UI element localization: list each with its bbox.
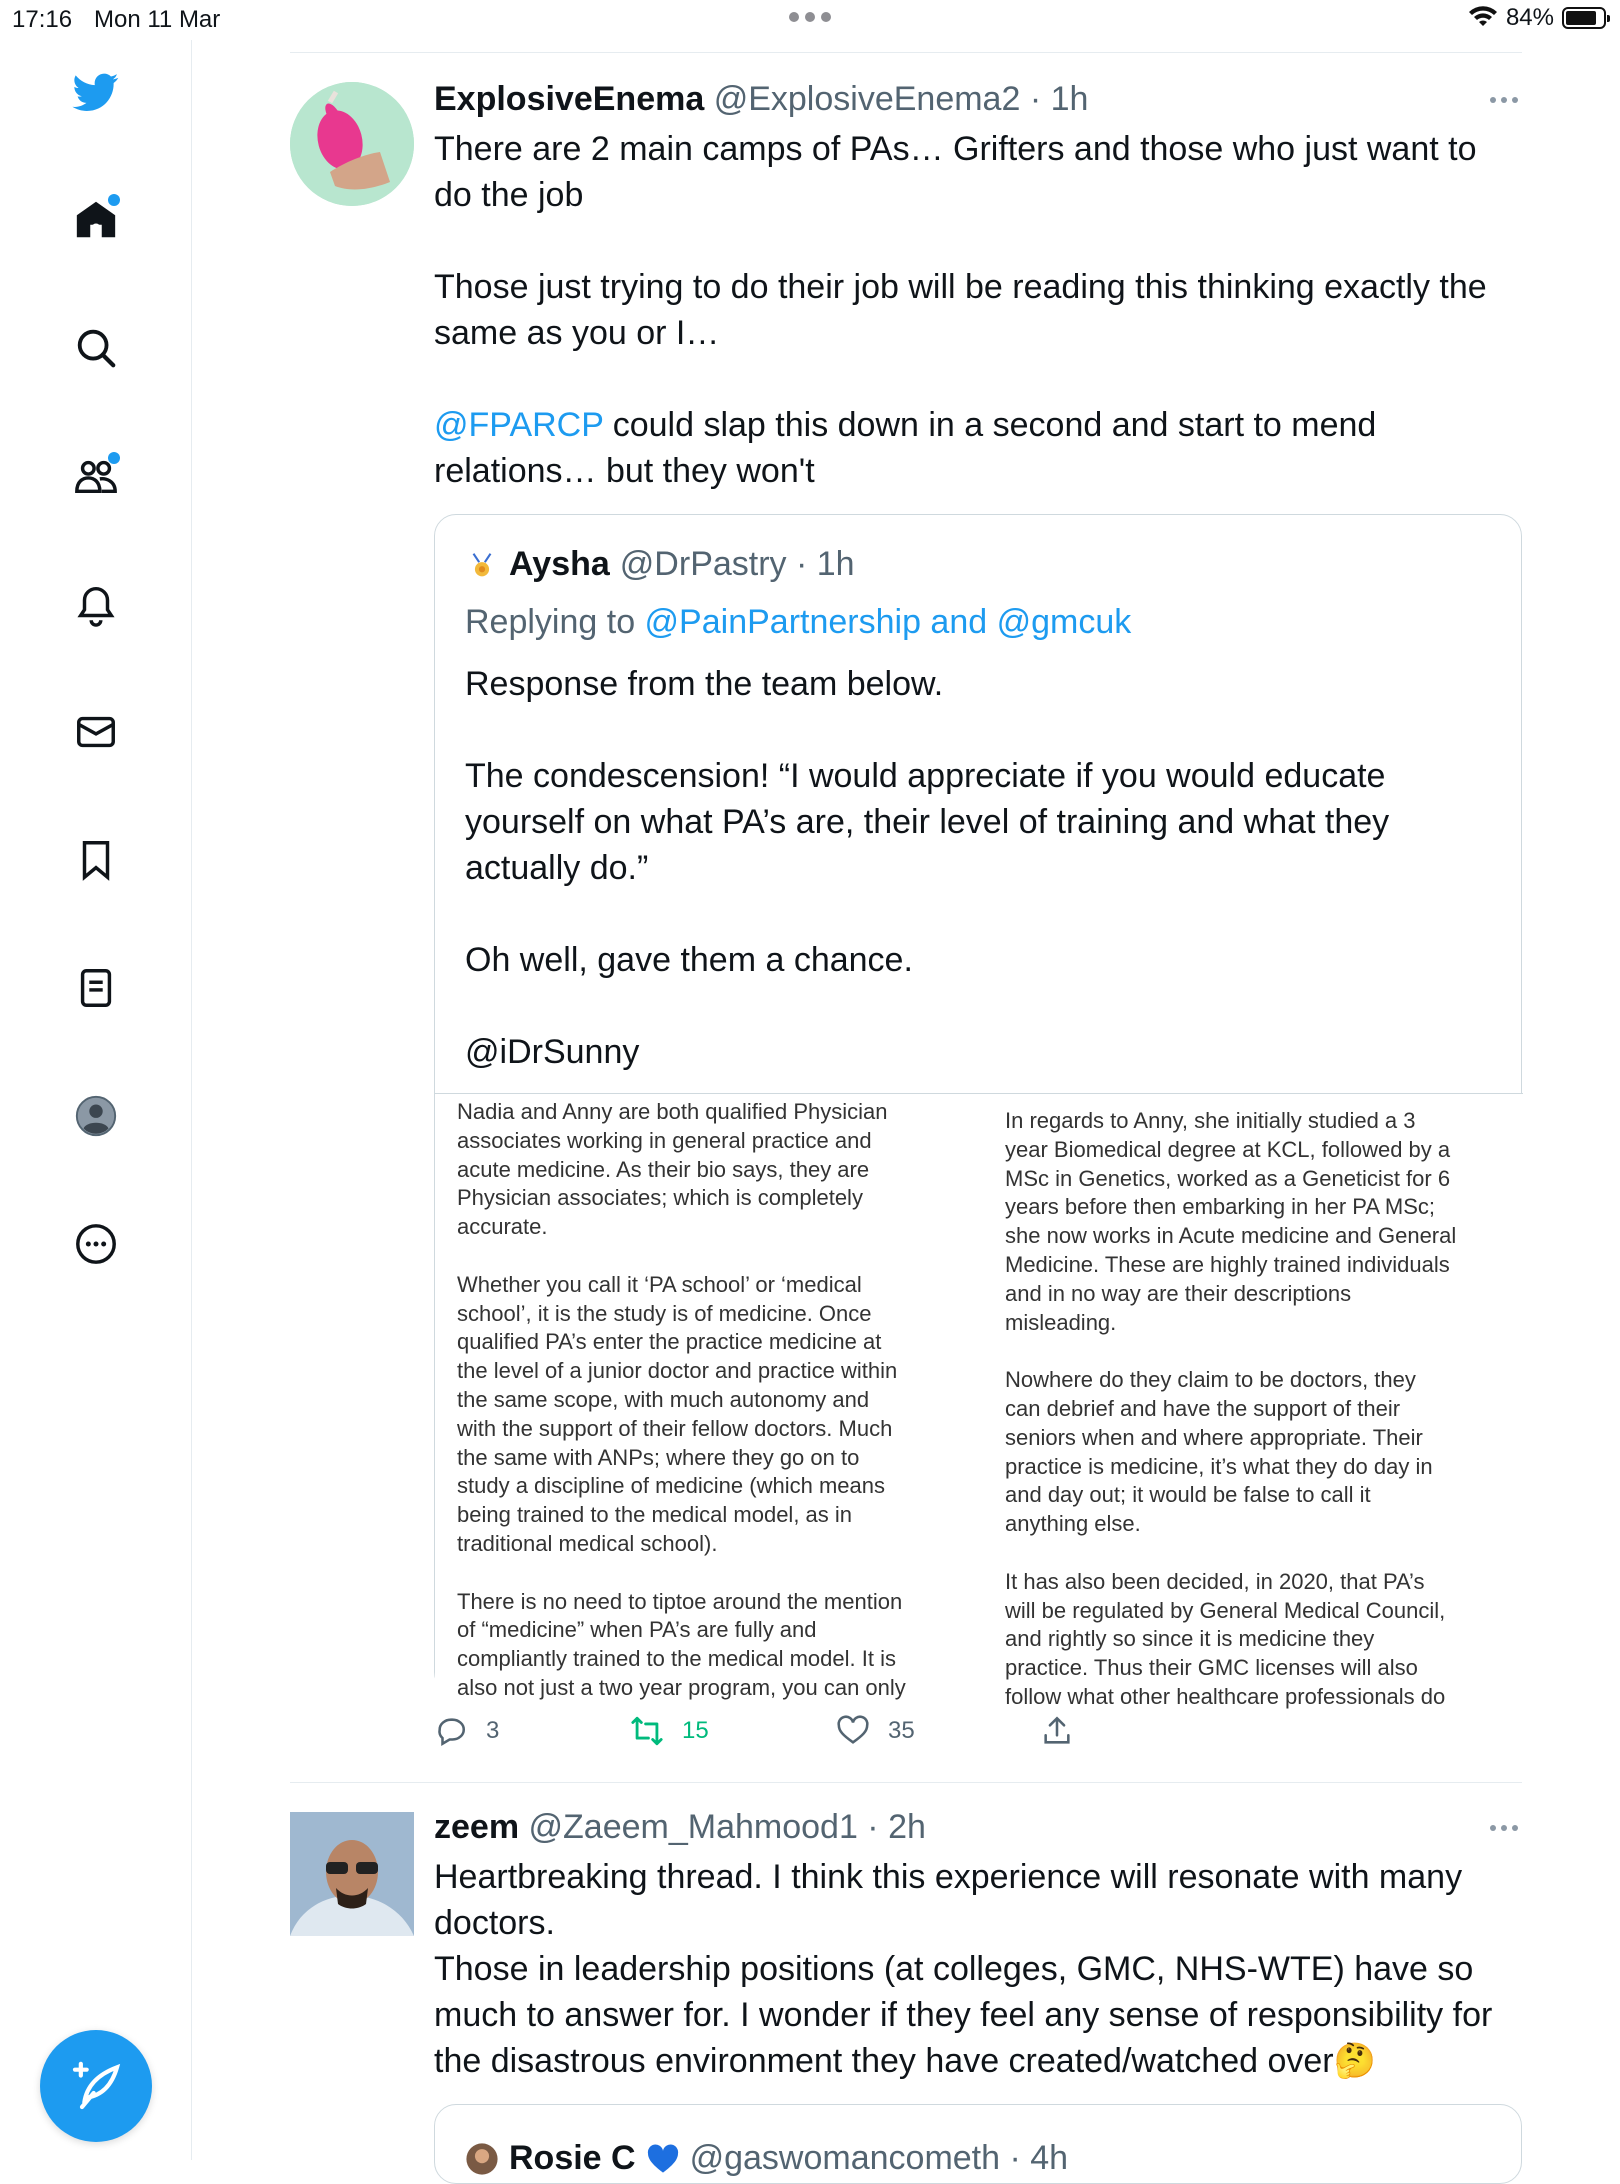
- tweet-line: relations… but they won't: [434, 452, 815, 490]
- image-line: anything else.: [1005, 1511, 1141, 1537]
- share-button[interactable]: [1040, 1714, 1074, 1748]
- replying-to: [465, 603, 1131, 642]
- tweet-body: [434, 126, 1524, 494]
- quoted-avatar: [465, 548, 499, 582]
- tweet-line: much to answer for. I wonder if they feel any sense of responsibility for: [434, 1996, 1493, 2034]
- author-handle-time[interactable]: @ExplosiveEnema2 · 1h: [713, 80, 1089, 118]
- retweet-icon: [630, 1714, 664, 1748]
- image-text-left: [457, 1098, 977, 1703]
- image-line: of “medicine” when PA’s are fully and: [457, 1617, 817, 1643]
- home-icon[interactable]: [70, 194, 122, 246]
- image-line: There is no need to tiptoe around the mention: [457, 1588, 903, 1614]
- image-line: Nadia and Anny are both qualified Physician: [457, 1099, 888, 1124]
- notifications-bell-icon[interactable]: [70, 578, 122, 630]
- replying-prefix: Replying to: [465, 603, 645, 641]
- tweet-line: doctors.: [434, 1904, 555, 1942]
- image-line: school’, it is the study is of medicine. Once: [457, 1300, 872, 1326]
- quoted-author-handle-time: @gaswomancometh · 4h: [689, 2139, 1069, 2177]
- tweet-line: do the job: [434, 176, 584, 214]
- quoted-author-name: Rosie C: [509, 2139, 636, 2177]
- sidebar-nav: [0, 40, 192, 2160]
- status-time: 17:16: [12, 6, 73, 33]
- image-line: and rightly so since it is medicine they: [1005, 1626, 1375, 1652]
- attached-image[interactable]: [435, 1093, 1523, 1709]
- communities-icon[interactable]: [70, 450, 122, 502]
- image-line: In regards to Anny, she initially studied a 3: [1005, 1108, 1416, 1133]
- author-handle-time[interactable]: @Zaeem_Mahmood1 · 2h: [528, 1808, 926, 1846]
- reply-icon: [434, 1714, 468, 1748]
- share-icon: [1040, 1714, 1074, 1748]
- image-line: the same with ANPs; where they go on to: [457, 1444, 860, 1470]
- image-line: she now works in Acute medicine and General: [1005, 1223, 1457, 1249]
- quoted-tweet-body: [465, 661, 1495, 1075]
- thinking-face-emoji: 🤔: [1333, 2042, 1376, 2080]
- tweet-line: Those just trying to do their job will be reading this thinking exactly the: [434, 268, 1487, 306]
- retweet-count: 15: [682, 1717, 709, 1744]
- image-line: compliantly trained to the medical model. It is: [457, 1646, 896, 1672]
- image-line: traditional medical school).: [457, 1530, 718, 1556]
- reply-count: 3: [486, 1717, 500, 1744]
- quoted-tweet[interactable]: [434, 2104, 1522, 2184]
- compose-feather-icon: [68, 2058, 124, 2114]
- quoted-line: actually do.”: [465, 849, 649, 887]
- image-line: with the support of their fellow doctors. Much: [457, 1415, 893, 1441]
- author-name[interactable]: ExplosiveEnema: [434, 80, 705, 118]
- image-line: and day out; it would be false to call it: [1005, 1482, 1371, 1508]
- timeline-divider: [290, 1782, 1522, 1783]
- messages-envelope-icon[interactable]: [70, 706, 122, 758]
- twitter-logo-icon[interactable]: [70, 66, 122, 118]
- quoted-line: Oh well, gave them a chance.: [465, 941, 913, 979]
- image-line: can debrief and have the support of their: [1005, 1395, 1401, 1421]
- status-date: Mon 11 Mar: [94, 6, 221, 33]
- author-name[interactable]: zeem: [434, 1808, 520, 1846]
- tweet-line: could slap this down in a second and start to mend: [603, 406, 1377, 444]
- timeline-divider: [290, 52, 1522, 53]
- tweet-line: the disastrous environment they have created/watched over: [434, 2042, 1334, 2080]
- like-count: 35: [888, 1717, 915, 1744]
- multitasking-dots-icon[interactable]: [789, 12, 831, 22]
- status-bar: [0, 0, 1620, 40]
- wifi-icon: [1468, 6, 1498, 30]
- bookmarks-icon[interactable]: [70, 834, 122, 886]
- image-line: follow what other healthcare professionals do: [1005, 1683, 1446, 1709]
- image-line: misleading.: [1005, 1309, 1117, 1335]
- quoted-line: The condescension! “I would appreciate if you would educate: [465, 757, 1386, 795]
- lists-icon[interactable]: [70, 962, 122, 1014]
- quoted-author-handle-time: @DrPastry · 1h: [619, 545, 855, 583]
- search-icon[interactable]: [70, 322, 122, 374]
- retweet-button[interactable]: [630, 1714, 709, 1748]
- tweet-line: There are 2 main camps of PAs… Grifters and those who just want to: [434, 130, 1477, 168]
- image-line: Nowhere do they claim to be doctors, they: [1005, 1367, 1416, 1393]
- image-line: Physician associates; which is completely: [457, 1185, 863, 1211]
- avatar[interactable]: [290, 1812, 414, 1936]
- like-button[interactable]: [836, 1714, 915, 1748]
- quoted-author-name: Aysha: [509, 545, 610, 583]
- image-line: also not just a two year program, you can only: [457, 1674, 906, 1700]
- quoted-avatar: [465, 2142, 499, 2176]
- image-line: and in no way are their descriptions: [1005, 1280, 1352, 1306]
- image-line: years before then embarking in her PA MSc;: [1005, 1194, 1436, 1220]
- battery-icon: [1562, 7, 1606, 29]
- replying-to-users-link[interactable]: @PainPartnership and @gmcuk: [644, 603, 1132, 641]
- tweet-line: same as you or I…: [434, 314, 720, 352]
- image-line: will be regulated by General Medical Council,: [1005, 1597, 1446, 1623]
- tweet-body: [434, 1854, 1524, 2084]
- tweet-line: Heartbreaking thread. I think this experience will resonate with many: [434, 1858, 1463, 1896]
- image-line: qualified PA’s enter the practice medicine at: [457, 1329, 882, 1355]
- profile-avatar-icon[interactable]: [70, 1090, 122, 1142]
- image-line: year Biomedical degree at KCL, followed by a: [1005, 1136, 1451, 1162]
- image-line: the same scope, with much autonomy and: [457, 1386, 870, 1412]
- tweet-actions: [434, 1714, 1134, 1758]
- tweet-line: Those in leadership positions (at colleges, GMC, NHS-WTE) have so: [434, 1950, 1474, 1988]
- image-line: accurate.: [457, 1214, 548, 1240]
- image-line: It has also been decided, in 2020, that PA’s: [1005, 1568, 1425, 1594]
- compose-tweet-button[interactable]: [40, 2030, 152, 2142]
- image-line: associates working in general practice and: [457, 1127, 872, 1153]
- tweet-more-options-icon[interactable]: [1490, 97, 1518, 103]
- image-line: Whether you call it ‘PA school’ or ‘medical: [457, 1271, 862, 1297]
- image-line: practice is medicine, it’s what they do day in: [1005, 1453, 1433, 1479]
- quoted-tweet[interactable]: [434, 514, 1522, 1709]
- quoted-line: yourself on what PA’s are, their level of training and what they: [465, 803, 1390, 841]
- image-line: Medicine. These are highly trained individuals: [1005, 1251, 1450, 1277]
- quoted-line: @iDrSunny: [465, 1033, 640, 1071]
- image-line: practice. Thus their GMC licenses will also: [1005, 1655, 1418, 1681]
- more-options-icon[interactable]: [70, 1218, 122, 1270]
- image-line: the level of a junior doctor and practice within: [457, 1358, 898, 1384]
- heart-icon: [836, 1714, 870, 1748]
- image-line: MSc in Genetics, worked as a Geneticist for 6: [1005, 1165, 1451, 1191]
- blue-heart-emoji-icon: [646, 2144, 680, 2174]
- quoted-line: Response from the team below.: [465, 665, 944, 703]
- image-line: acute medicine. As their bio says, they are: [457, 1156, 870, 1182]
- battery-percent: 84%: [1505, 4, 1554, 31]
- image-line: being trained to the medical model, as in: [457, 1502, 853, 1528]
- image-text-right: [1005, 1107, 1515, 1712]
- image-line: seniors when and where appropriate. Their: [1005, 1424, 1423, 1450]
- avatar[interactable]: [290, 82, 414, 206]
- reply-button[interactable]: [434, 1714, 499, 1748]
- mention-link[interactable]: @FPARCP: [434, 406, 604, 444]
- image-line: study a discipline of medicine (which means: [457, 1473, 885, 1499]
- tweet-more-options-icon[interactable]: [1490, 1825, 1518, 1831]
